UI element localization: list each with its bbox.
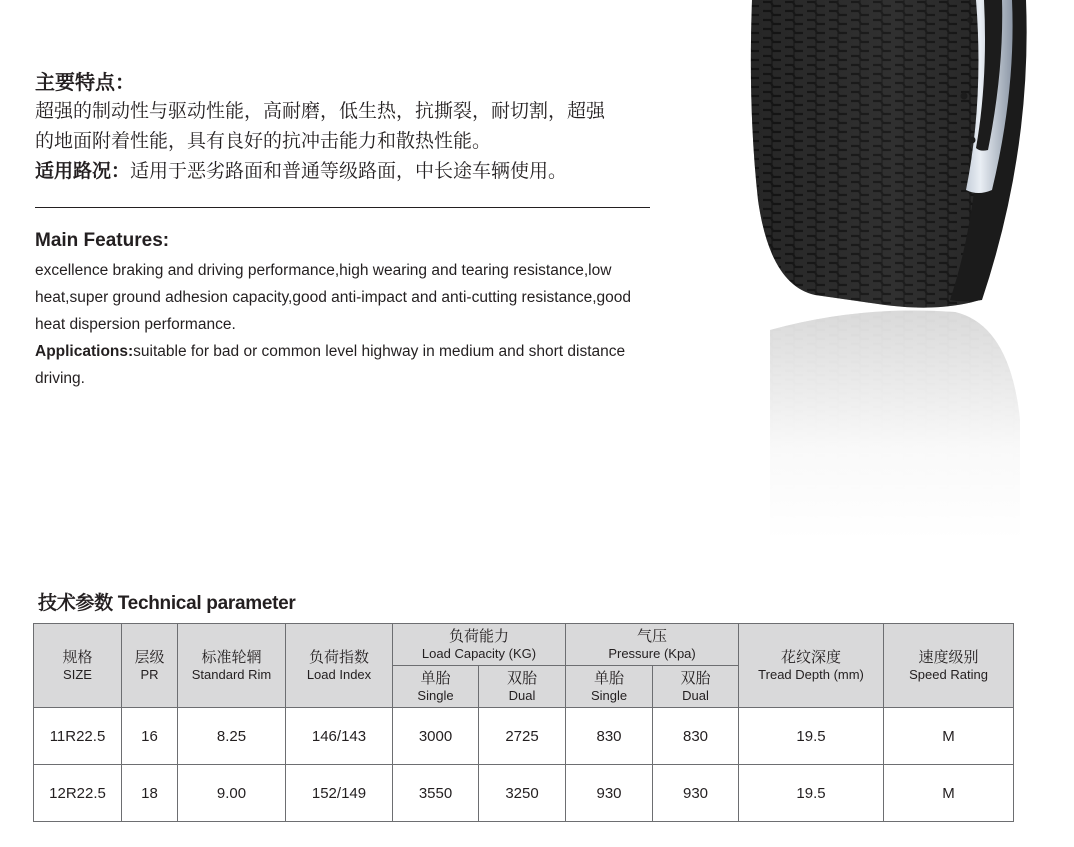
- cell-tread-depth: 19.5: [739, 708, 884, 765]
- cell-load-dual: 2725: [479, 708, 566, 765]
- header-label-zh: 负荷能力: [449, 627, 510, 645]
- header-size: [34, 624, 122, 708]
- tire-image: [740, 0, 1060, 540]
- table-row: [34, 765, 1014, 822]
- english-features-line: excellence braking and driving performance,high wearing and tearing resistance,low: [35, 262, 612, 279]
- chinese-application-label: 适用路况：: [35, 161, 131, 182]
- cell-pr: 16: [122, 708, 178, 765]
- header-label-zh: 双胎: [507, 669, 538, 687]
- header-label-en: Pressure (Kpa): [608, 645, 696, 661]
- english-application: [35, 338, 700, 365]
- header-label-en: Dual: [508, 687, 536, 703]
- english-features-body: [35, 257, 700, 392]
- table-row: [34, 708, 1014, 765]
- header-load-dual: [479, 666, 566, 708]
- header-label-en: Single: [417, 687, 454, 703]
- english-application-label: Applications:: [35, 343, 134, 360]
- header-label-en: Single: [590, 687, 628, 703]
- cell-size: 12R22.5: [34, 765, 122, 822]
- table-header-row: [34, 624, 1014, 666]
- english-features-title: Main Features:: [35, 230, 170, 251]
- header-label-en: Load Capacity (KG): [421, 645, 537, 661]
- header-label-en: Tread Depth (mm): [758, 666, 864, 682]
- header-label-zh: 规格: [62, 648, 93, 666]
- cell-load-single: 3000: [393, 708, 479, 765]
- english-features-line: heat dispersion performance.: [35, 316, 236, 333]
- cell-pressure-dual: 830: [653, 708, 739, 765]
- section-divider: [35, 207, 650, 208]
- cell-load-dual: 3250: [479, 765, 566, 822]
- header-label-en: Dual: [682, 687, 709, 703]
- chinese-application-text: 适用于恶劣路面和普通等级路面，中长途车辆使用。: [130, 161, 568, 182]
- header-label-zh: 双胎: [680, 669, 711, 687]
- cell-rim: 9.00: [178, 765, 286, 822]
- header-label-zh: 单胎: [594, 669, 625, 687]
- header-load-single: [393, 666, 479, 708]
- cell-speed-rating: M: [884, 765, 1014, 822]
- header-pressure-single: [566, 666, 653, 708]
- header-label-zh: 单胎: [420, 669, 451, 687]
- header-label-zh: 层级: [134, 648, 165, 666]
- cell-load-index: 152/149: [286, 765, 393, 822]
- header-label-en: Standard Rim: [191, 666, 272, 682]
- header-label-zh: 负荷指数: [308, 648, 369, 666]
- header-label-zh: 标准轮辋: [201, 648, 262, 666]
- cell-tread-depth: 19.5: [739, 765, 884, 822]
- header-label-en: PR: [140, 666, 159, 682]
- english-features-line: heat,super ground adhesion capacity,good anti-impact and anti-cutting resistance,good: [35, 289, 631, 306]
- cell-speed-rating: M: [884, 708, 1014, 765]
- header-pressure: [566, 624, 739, 666]
- technical-parameter-title: 技术参数 Technical parameter: [38, 593, 296, 614]
- header-tread-depth: [739, 624, 884, 708]
- header-pressure-dual: [653, 666, 739, 708]
- chinese-features-title: 主要特点：: [35, 72, 135, 94]
- header-load-index: [286, 624, 393, 708]
- header-standard-rim: [178, 624, 286, 708]
- header-speed-rating: [884, 624, 1014, 708]
- header-label-en: SIZE: [63, 666, 92, 682]
- cell-pressure-single: 930: [566, 765, 653, 822]
- cell-size: 11R22.5: [34, 708, 122, 765]
- chinese-application: [35, 157, 695, 187]
- header-label-en: Load Index: [306, 666, 372, 682]
- header-pr: [122, 624, 178, 708]
- cell-pr: 18: [122, 765, 178, 822]
- cell-pressure-dual: 930: [653, 765, 739, 822]
- header-label-en: Speed Rating: [909, 666, 988, 682]
- header-label-zh: 花纹深度: [781, 648, 842, 666]
- cell-rim: 8.25: [178, 708, 286, 765]
- chinese-features-line: 超强的制动性与驱动性能，高耐磨，低生热，抗撕裂，耐切割，超强: [35, 101, 606, 122]
- header-label-zh: 速度级别: [918, 648, 979, 666]
- cell-load-index: 146/143: [286, 708, 393, 765]
- header-label-zh: 气压: [637, 627, 668, 645]
- technical-parameter-table: [33, 623, 1014, 822]
- header-load-capacity: [393, 624, 566, 666]
- chinese-features-body: [35, 97, 695, 187]
- chinese-features-line: 的地面附着性能，具有良好的抗冲击能力和散热性能。: [35, 131, 492, 152]
- english-application-text: suitable for bad or common level highway in medium and short distance: [133, 343, 626, 360]
- cell-pressure-single: 830: [566, 708, 653, 765]
- english-application-line: driving.: [35, 370, 85, 387]
- cell-load-single: 3550: [393, 765, 479, 822]
